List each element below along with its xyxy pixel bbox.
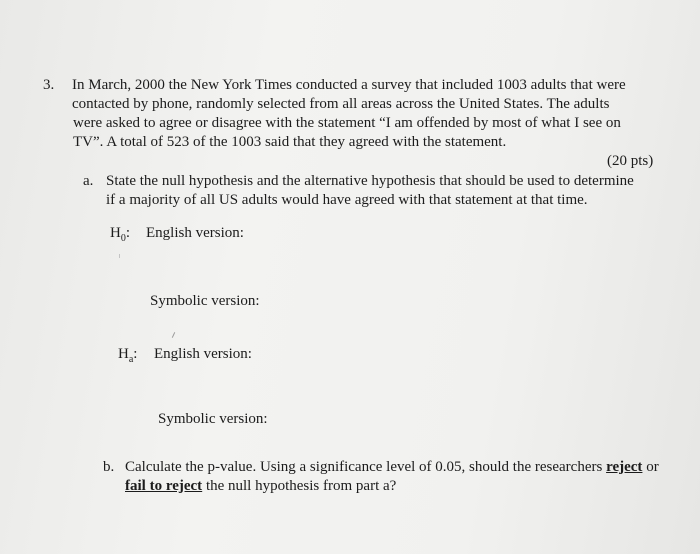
question-line-3: were asked to agree or disagree with the statement “I am offended by most of what I see on [73, 115, 621, 131]
question-line-4: TV”. A total of 523 of the 1003 said that they agreed with the statement. [73, 134, 507, 150]
part-b-line-2: fail to reject the null hypothesis from part a? [125, 478, 397, 494]
question-line-1: In March, 2000 the New York Times conducted a survey that included 1003 adults that were [72, 77, 626, 93]
null-symbolic-label: Symbolic version: [150, 293, 260, 309]
pencil-mark [119, 254, 120, 258]
points-label: (20 pts) [607, 153, 654, 169]
pencil-mark [172, 332, 175, 338]
null-hypothesis-label: $H_0$: [110, 225, 131, 244]
part-b-line-1: Calculate the p-value. Using a significance level of 0.05, should the researchers reject or [125, 459, 659, 475]
part-a-line-2: if a majority of all US adults would have agreed with that statement at that time. [106, 192, 588, 208]
question-line-2: contacted by phone, randomly selected from all areas across the United States. The adults [72, 96, 610, 112]
part-a-line-1: State the null hypothesis and the alternative hypothesis that should be used to determine [106, 173, 634, 189]
reject-emphasis: reject [606, 459, 643, 475]
null-english-label: English version: [146, 225, 244, 241]
alternative-hypothesis-label: $H_a$: [118, 346, 138, 365]
alternative-english-label: English version: [154, 346, 252, 362]
part-b-label: b. [103, 459, 115, 475]
fail-to-reject-emphasis: fail to reject [125, 478, 203, 494]
alternative-symbolic-label: Symbolic version: [158, 411, 268, 427]
question-number: 3. [43, 77, 55, 93]
part-a-label: a. [83, 173, 94, 189]
